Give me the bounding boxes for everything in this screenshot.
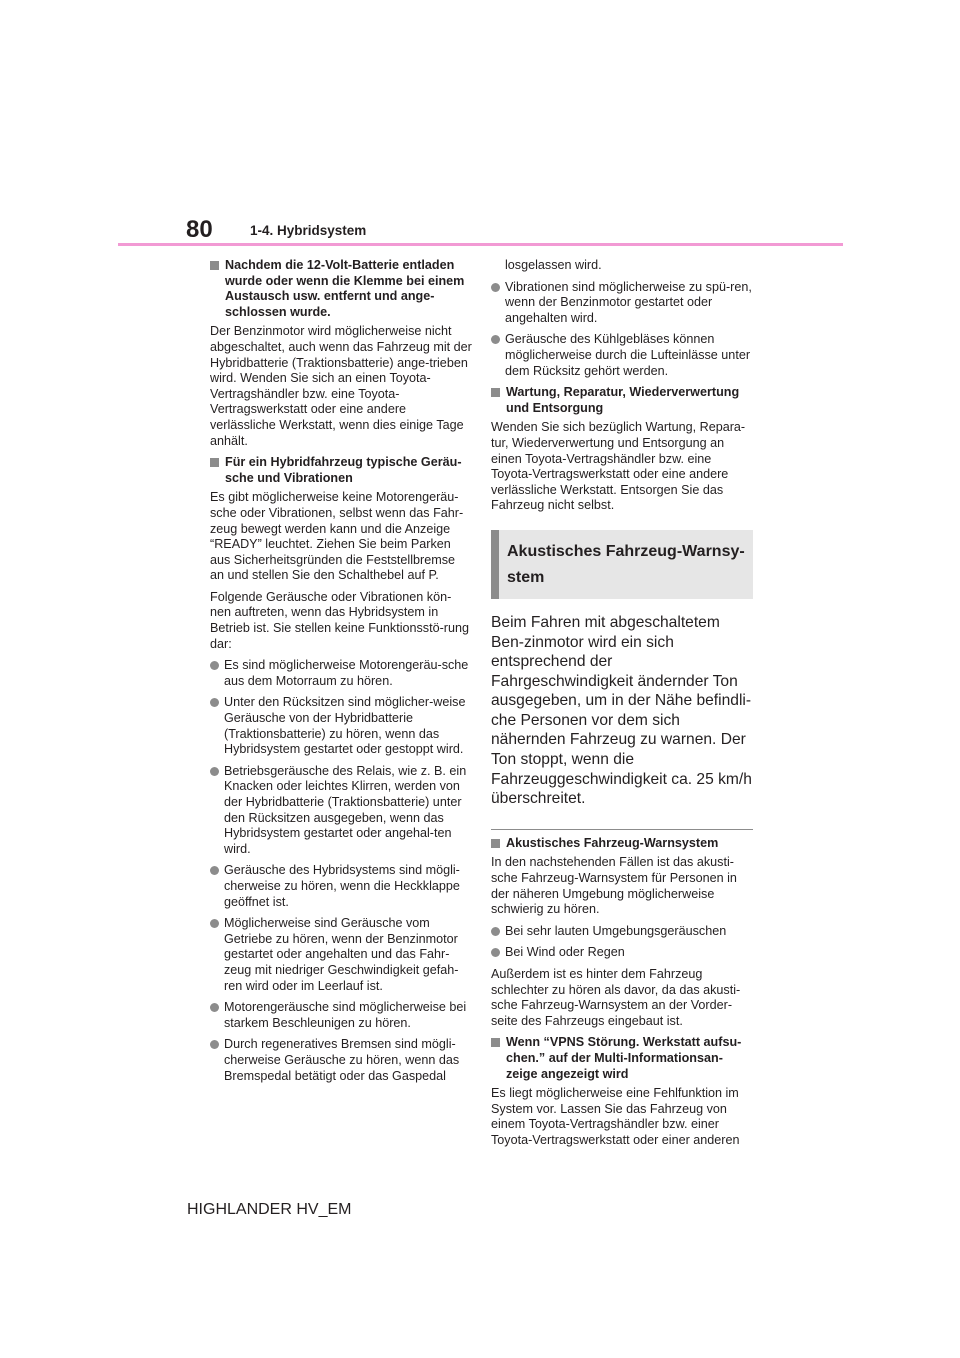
list-item [210, 863, 472, 910]
subheading-text: Akustisches Fahrzeug-Warnsystem [506, 835, 719, 850]
list-item-text: Bei Wind oder Regen [505, 945, 625, 960]
paragraph: Der Benzinmotor wird möglicherweise nicht abgeschaltet, auch wenn das Fahrzeug mit der Hybridbatterie (Traktionsbatterie) ange-trieben wird. Wenden Sie sich an einen Toyota-Vertragshändler bzw. eine Toyota-Vertragswerkstatt oder eine andere verlässliche Werkstatt, wenn dies einige Tage anhält. [210, 324, 472, 448]
list-item-text: Möglicherweise sind Geräusche vom Getriebe zu hören, wenn der Benzinmotor gestartet oder angehalten und das Fahr-zeug mit niedriger Geschwindigkeit gefah-ren wird oder im Leerlauf ist. [224, 916, 459, 993]
list-item [210, 695, 472, 757]
square-bullet-icon [210, 261, 219, 270]
paragraph: Wenden Sie sich bezüglich Wartung, Repara-tur, Wiederverwertung und Entsorgung an einen Toyota-Vertragshändler bzw. eine Toyota-Vertragswerkstatt oder eine andere verlässliche Werkstatt. Entsorgen Sie das Fahrzeug nicht selbst. [491, 420, 746, 513]
square-bullet-icon [491, 1038, 500, 1047]
circle-bullet-icon [210, 866, 219, 875]
list-item-text: Geräusche des Hybridsystems sind mögli-cherweise zu hören, wenn die Heckklappe geöffnet ist. [224, 863, 460, 909]
square-bullet-icon [491, 839, 500, 848]
list-item [491, 332, 753, 379]
square-bullet-icon [210, 458, 219, 467]
left-column [210, 258, 472, 1090]
circle-bullet-icon [210, 661, 219, 670]
list-item [210, 658, 472, 689]
paragraph: In den nachstehenden Fällen ist das akusti-sche Fahrzeug-Warnsystem für Personen in der näheren Umgebung möglicherweise schwierig zu hören. [491, 855, 737, 917]
paragraph: Es gibt möglicherweise keine Motorengeräu-sche oder Vibrationen, selbst wenn das Fahr-zeug bewegt werden kann und die Anzeige “READY” leuchtet. Ziehen Sie beim Parken aus Sicherheitsgründen die Feststellbremse an und stellen Sie den Schalthebel auf P. [210, 490, 464, 583]
list-item-text: Betriebsgeräusche des Relais, wie z. B. ein Knacken oder leichtes Klirren, werden von der Hybridbatterie (Traktionsbatterie) unter den Rücksitzen ausgegeben, wenn das Hybridsystem gestartet oder angehal-ten wird. [224, 763, 467, 856]
subheading-text: Wenn “VPNS Störung. Werkstatt aufsu-chen.” auf der Multi-Informationsan-zeige angezeigt wird [506, 1035, 742, 1081]
header-divider [118, 243, 843, 246]
list-item-text: Vibrationen sind möglicherweise zu spü-ren, wenn der Benzinmotor gestartet oder angehalten wird. [505, 279, 752, 325]
circle-bullet-icon [210, 1003, 219, 1012]
list-item-text: Bei sehr lauten Umgebungsgeräuschen [505, 923, 727, 938]
paragraph: Es liegt möglicherweise eine Fehlfunktion im System vor. Lassen Sie das Fahrzeug von einem Toyota-Vertragshändler bzw. einer Toyota-Vertragswerkstatt oder einer anderen [491, 1086, 740, 1147]
continued-text: losgelassen wird. [505, 258, 602, 272]
subheading-maintenance [491, 385, 753, 416]
section-title: 1-4. Hybridsystem [250, 223, 367, 238]
circle-bullet-icon [210, 1040, 219, 1049]
subheading-noises [210, 455, 472, 486]
section-heading-box: Akustisches Fahrzeug-Warnsy-stem [491, 530, 753, 599]
list-item-text: Es sind möglicherweise Motorengeräu-sche aus dem Motorraum zu hören. [224, 658, 469, 688]
list-item-text: Motorengeräusche sind möglicherweise bei starkem Beschleunigen zu hören. [224, 1000, 467, 1030]
circle-bullet-icon [210, 767, 219, 776]
list-item [210, 1037, 472, 1084]
right-column [491, 258, 753, 1155]
subheading-battery [210, 258, 472, 320]
square-bullet-icon [491, 388, 500, 397]
list-item [210, 764, 472, 858]
subheading-warning-system [491, 836, 753, 852]
list-item [491, 945, 753, 961]
list-item [210, 1000, 472, 1031]
circle-bullet-icon [491, 335, 500, 344]
subheading-text: Nachdem die 12-Volt-Batterie entladen wurde oder wenn die Klemme bei einem Austausch usw. entfernt und ange-schlossen wurde. [225, 258, 465, 319]
circle-bullet-icon [491, 927, 500, 936]
divider [491, 829, 753, 830]
circle-bullet-icon [491, 283, 500, 292]
list-item-text: Geräusche des Kühlgebläses können möglicherweise durch die Lufteinlässe unter dem Rücksitz gehört werden. [505, 332, 751, 378]
list-item [210, 916, 472, 994]
paragraph: Außerdem ist es hinter dem Fahrzeug schlechter zu hören als davor, da das akusti-sche Fahrzeug-Warnsystem an der Vorder-seite des Fahrzeugs eingebaut ist. [491, 967, 741, 1028]
list-item [491, 924, 753, 940]
circle-bullet-icon [491, 948, 500, 957]
circle-bullet-icon [210, 919, 219, 928]
footer-model: HIGHLANDER HV_EM [187, 1201, 352, 1218]
subheading-vpns-error [491, 1035, 753, 1082]
paragraph: Folgende Geräusche oder Vibrationen kön-nen auftreten, wenn das Hybridsystem in Betrieb ist. Sie stellen keine Funktionsstö-rung dar: [210, 589, 470, 651]
list-item [491, 280, 753, 327]
subheading-text: Für ein Hybridfahrzeug typische Geräu-sche und Vibrationen [225, 455, 462, 485]
list-item-text: Durch regeneratives Bremsen sind mögli-cherweise Geräusche zu hören, wenn das Bremspedal betätigt oder das Gaspedal [224, 1037, 460, 1083]
lead-paragraph: Beim Fahren mit abgeschaltetem Ben-zinmotor wird ein sich entsprechend der Fahrgeschwindigkeit ändernder Ton ausgegeben, um in der Nähe befindli-che Personen vor dem sich nähernden Fahrzeug zu warnen. Der Ton stoppt, wenn die Fahrzeuggeschwindigkeit ca. 25 km/h überschreitet. [491, 613, 752, 808]
list-item-text: Unter den Rücksitzen sind möglicher-weise Geräusche von der Hybridbatterie (Traktionsbatterie) zu hören, wenn das Hybridsystem gestartet oder gestoppt wird. [224, 695, 466, 757]
circle-bullet-icon [210, 698, 219, 707]
page-number: 80 [186, 216, 213, 243]
subheading-text: Wartung, Reparatur, Wiederverwertung und Entsorgung [506, 385, 740, 415]
